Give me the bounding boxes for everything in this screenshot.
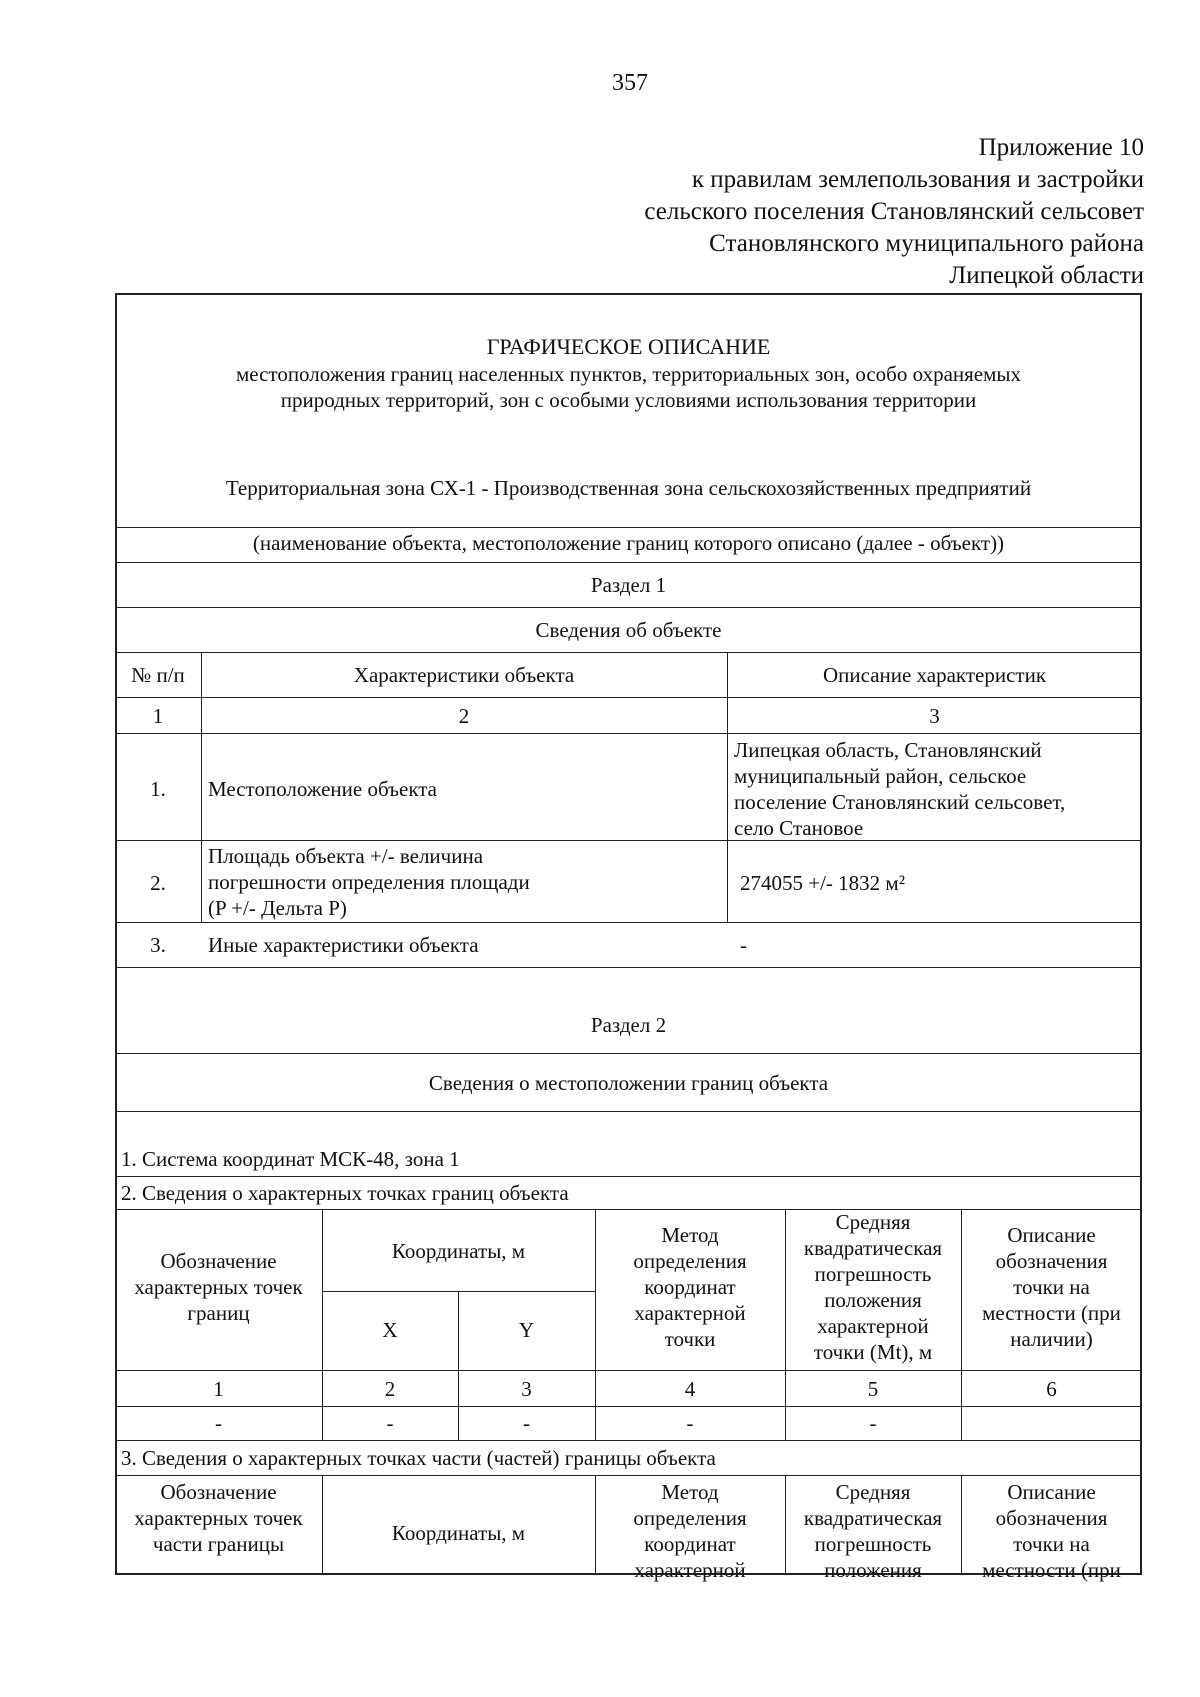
- row-characteristic: Площадь объекта +/- величина: [208, 844, 484, 868]
- appendix-line: Липецкой области: [949, 262, 1144, 289]
- table-cell: -: [386, 1411, 394, 1435]
- divider: [115, 607, 1142, 608]
- divider: [115, 1475, 1142, 1476]
- column-rule: [727, 652, 728, 922]
- col-method: Метод определения координат характерной: [633, 1480, 747, 1582]
- column-number: 4: [684, 1377, 696, 1401]
- table-cell: -: [523, 1411, 530, 1435]
- row-number: 3.: [150, 933, 166, 957]
- row-description: муниципальный район, сельское: [734, 764, 1027, 788]
- column-number: 2: [384, 1377, 396, 1401]
- appendix-line: к правилам землепользования и застройки: [691, 166, 1144, 193]
- row-characteristic: Иные характеристики объекта: [208, 933, 479, 957]
- col-error: Средняя квадратическая погрешность положения характерной точки (Mt), м: [803, 1210, 943, 1364]
- column-number: 6: [1046, 1377, 1057, 1401]
- divider: [115, 527, 1142, 528]
- col-y: Y: [518, 1318, 535, 1342]
- appendix-line: сельского поселения Становлянский сельсовет: [644, 198, 1144, 225]
- section1-subtitle: Сведения об объекте: [535, 618, 722, 642]
- document-subtitle: местоположения границ населенных пунктов, территориальных зон, особо охраняемых: [235, 362, 1022, 386]
- document-subtitle: природных территорий, зон с особыми условиями использования территории: [280, 388, 977, 412]
- divider: [115, 562, 1142, 563]
- column-number: 1: [213, 1377, 224, 1401]
- object-note: (наименование объекта, местоположение границ которого описано (далее - объект)): [252, 531, 1005, 555]
- part-title: 3. Сведения о характерных точках части (частей) границы объекта: [121, 1446, 716, 1470]
- row-characteristic: (P +/- Дельта P): [208, 896, 347, 920]
- col-designation: Обозначение характерных точек границ: [134, 1249, 303, 1325]
- zone-name: Территориальная зона СХ-1 - Производственная зона сельскохозяйственных предприятий: [225, 476, 1032, 500]
- column-header: Характеристики объекта: [353, 663, 575, 687]
- page-number: 357: [612, 70, 648, 96]
- column-rule: [201, 652, 202, 922]
- points-title: 2. Сведения о характерных точках границ объекта: [121, 1181, 569, 1205]
- divider: [115, 1406, 1142, 1407]
- column-number: 3: [929, 704, 940, 728]
- row-description: село Становое: [734, 816, 864, 840]
- divider: [115, 1370, 1142, 1371]
- divider: [115, 1209, 1142, 1210]
- row-description: -: [740, 933, 747, 957]
- column-header: Описание характеристик: [822, 663, 1047, 687]
- divider: [115, 1176, 1142, 1177]
- col-x: X: [382, 1318, 398, 1342]
- divider: [115, 1440, 1142, 1441]
- column-number: 2: [458, 704, 470, 728]
- table-cell: -: [869, 1411, 877, 1435]
- divider: [115, 697, 1142, 698]
- col-description: Описание обозначения точки на местности (при наличии): [982, 1223, 1121, 1351]
- area-value: 274055 +/- 1832 м²: [740, 871, 906, 895]
- col-coordinates: Координаты, м: [391, 1239, 526, 1263]
- col-method: Метод определения координат характерной точки: [633, 1223, 747, 1351]
- row-number: 2.: [150, 871, 166, 895]
- table-cell: -: [215, 1411, 222, 1435]
- section1-title: Раздел 1: [590, 573, 667, 597]
- row-number: 1.: [150, 777, 166, 801]
- divider: [115, 1053, 1142, 1054]
- section2-subtitle: Сведения о местоположении границ объекта: [428, 1071, 829, 1095]
- divider: [115, 922, 1142, 923]
- row-description: Липецкая область, Становлянский: [734, 738, 1042, 762]
- appendix-line: Становлянского муниципального района: [709, 230, 1144, 257]
- column-number: 1: [152, 704, 164, 728]
- divider: [115, 652, 1142, 653]
- column-number: 3: [521, 1377, 532, 1401]
- document-title: ГРАФИЧЕСКОЕ ОПИСАНИЕ: [486, 334, 771, 359]
- col-coordinates: Координаты, м: [391, 1521, 526, 1545]
- row-description: поселение Становлянский сельсовет,: [734, 790, 1066, 814]
- row-characteristic: погрешности определения площади: [208, 870, 530, 894]
- col-description: Описание обозначения точки на местности (при: [982, 1480, 1121, 1582]
- divider: [115, 1111, 1142, 1112]
- row-characteristic: Местоположение объекта: [208, 777, 438, 801]
- coord-system: 1. Система координат МСК-48, зона 1: [121, 1147, 460, 1171]
- section2-title: Раздел 2: [590, 1013, 667, 1037]
- col-error: Средняя квадратическая погрешность положения: [803, 1480, 943, 1582]
- appendix-line: Приложение 10: [978, 134, 1144, 161]
- divider: [115, 733, 1142, 734]
- column-number: 5: [867, 1377, 879, 1401]
- column-header: № п/п: [131, 663, 185, 687]
- appendix-block: [644, 132, 1144, 292]
- divider: [115, 967, 1142, 968]
- table-cell: -: [686, 1411, 694, 1435]
- col-designation: Обозначение характерных точек части границы: [134, 1480, 303, 1556]
- divider: [115, 840, 1142, 841]
